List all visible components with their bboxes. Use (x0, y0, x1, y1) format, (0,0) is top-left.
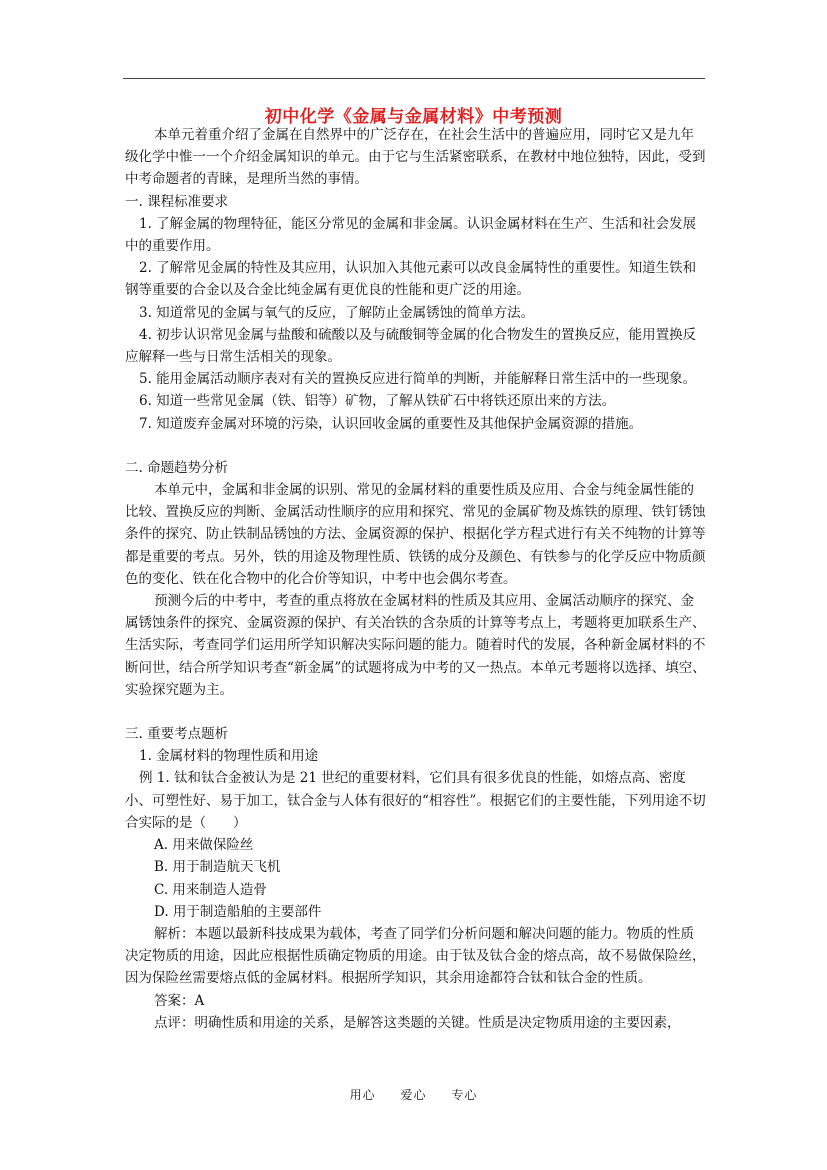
subsection-heading: 1. 金属材料的物理性质和用途 (139, 748, 319, 765)
section-heading-2: 二. 命题趋势分析 (125, 459, 229, 476)
footer-text: 用心 (349, 1088, 376, 1102)
document-title: 初中化学《金属与金属材料》中考预测 (264, 107, 563, 127)
spacer (125, 701, 707, 723)
section-heading-3: 三. 重要考点题析 (125, 726, 229, 743)
document-body (125, 124, 707, 1034)
standard-item: 7. 知道废弃金属对环境的污染，认识回收金属的重要性及其他保护金属资源的措施。 (139, 415, 643, 432)
trend-paragraph: 预测今后的中考中，考查的重点将放在金属材料的性质及其应用、金属活动顺序的探究、金属锈蚀条件的探究、金属资源的保护、有关冶铁的含杂质的计算等考点上，考题将更加联系生产、生活实际，考查同学们运用所学知识解决实际问题的能力。随着时代的发展，各种新金属材料的不断问世，结合所学知识考查“新金属”的试题将成为中考的又一热点。本单元考题将以选择、填空、实验探究题为主。 (125, 593, 706, 698)
option-c: C. 用来制造人造骨 (154, 881, 267, 898)
header-rule (123, 78, 705, 79)
standard-item: 2. 了解常见金属的特性及其应用，认识加入其他元素可以改良金属特性的重要性。知道生铁和钢等重要的合金以及合金比纯金属有更优良的性能和更广泛的用途。 (125, 260, 697, 299)
footer-text: 专心 (451, 1088, 478, 1102)
trend-paragraph: 本单元中，金属和非金属的识别、常见的金属材料的重要性质及应用、合金与纯金属性能的比较、置换反应的判断、金属活动性顺序的应用和探究、常见的金属矿物及炼铁的原理、铁钉锈蚀条件的探究、防止铁制品锈蚀的方法、金属资源的保护、根据化学方程式进行有关不纯物的计算等都是重要的考点。另外，铁的用途及物理性质、铁锈的成分及颜色、有铁参与的化学反应中物质颜色的变化、铁在化合物中的化合价等知识，中考中也会偶尔考查。 (125, 482, 706, 587)
standard-item: 3. 知道常见的金属与氧气的反应，了解防止金属锈蚀的简单方法。 (139, 304, 535, 321)
spacer (125, 435, 707, 457)
option-b: B. 用于制造航天飞机 (154, 859, 281, 876)
answer-line: 答案：A (154, 992, 205, 1009)
option-a: A. 用来做保险丝 (154, 837, 254, 854)
section-heading-1: 一. 课程标准要求 (125, 193, 229, 210)
standard-item: 6. 知道一些常见金属（铁、铝等）矿物，了解从铁矿石中将铁还原出来的方法。 (139, 393, 616, 410)
standard-item: 4. 初步认识常见金属与盐酸和硫酸以及与硫酸铜等金属的化合物发生的置换反应，能用置换反应解释一些与日常生活相关的现象。 (125, 326, 697, 366)
analysis-paragraph: 解析：本题以最新科技成果为载体，考查了同学们分析问题和解决问题的能力。物质的性质决定物质的用途，因此应根据性质确定物质的用途。由于钛及钛合金的熔点高，故不易做保险丝，因为保险丝需要熔点低的金属材料。根据所学知识，其余用途都符合钛和钛合金的性质。 (125, 925, 706, 987)
option-d: D. 用于制造船舶的主要部件 (154, 903, 322, 920)
footer-text: 爱心 (400, 1088, 427, 1102)
comment-line: 点评：明确性质和用途的关系，是解答这类题的关键。性质是决定物质用途的主要因素， (154, 1014, 681, 1031)
standard-item: 5. 能用金属活动顺序表对有关的置换反应进行简单的判断，并能解释日常生活中的一些现象。 (139, 371, 697, 388)
intro-paragraph: 本单元着重介绍了金属在自然界中的广泛存在，在社会生活中的普遍应用，同时它又是九年级化学中惟一一个介绍金属知识的单元。由于它与生活紧密联系，在教材中地位独特，因此，受到中考命题者的青睐，是理所当然的事情。 (125, 127, 706, 188)
standard-item: 1. 了解金属的物理特征，能区分常见的金属和非金属。认识金属材料在生产、生活和社会发展中的重要作用。 (125, 215, 697, 255)
example-question: 例 1. 钛和钛合金被认为是 21 世纪的重要材料，它们具有很多优良的性能，如熔点高、密度小、可塑性好、易于加工，钛合金与人体有很好的“相容性”。根据它们的主要性能，下列用途不切合实际的是（ ） (125, 770, 706, 831)
page-footer (0, 1086, 827, 1103)
